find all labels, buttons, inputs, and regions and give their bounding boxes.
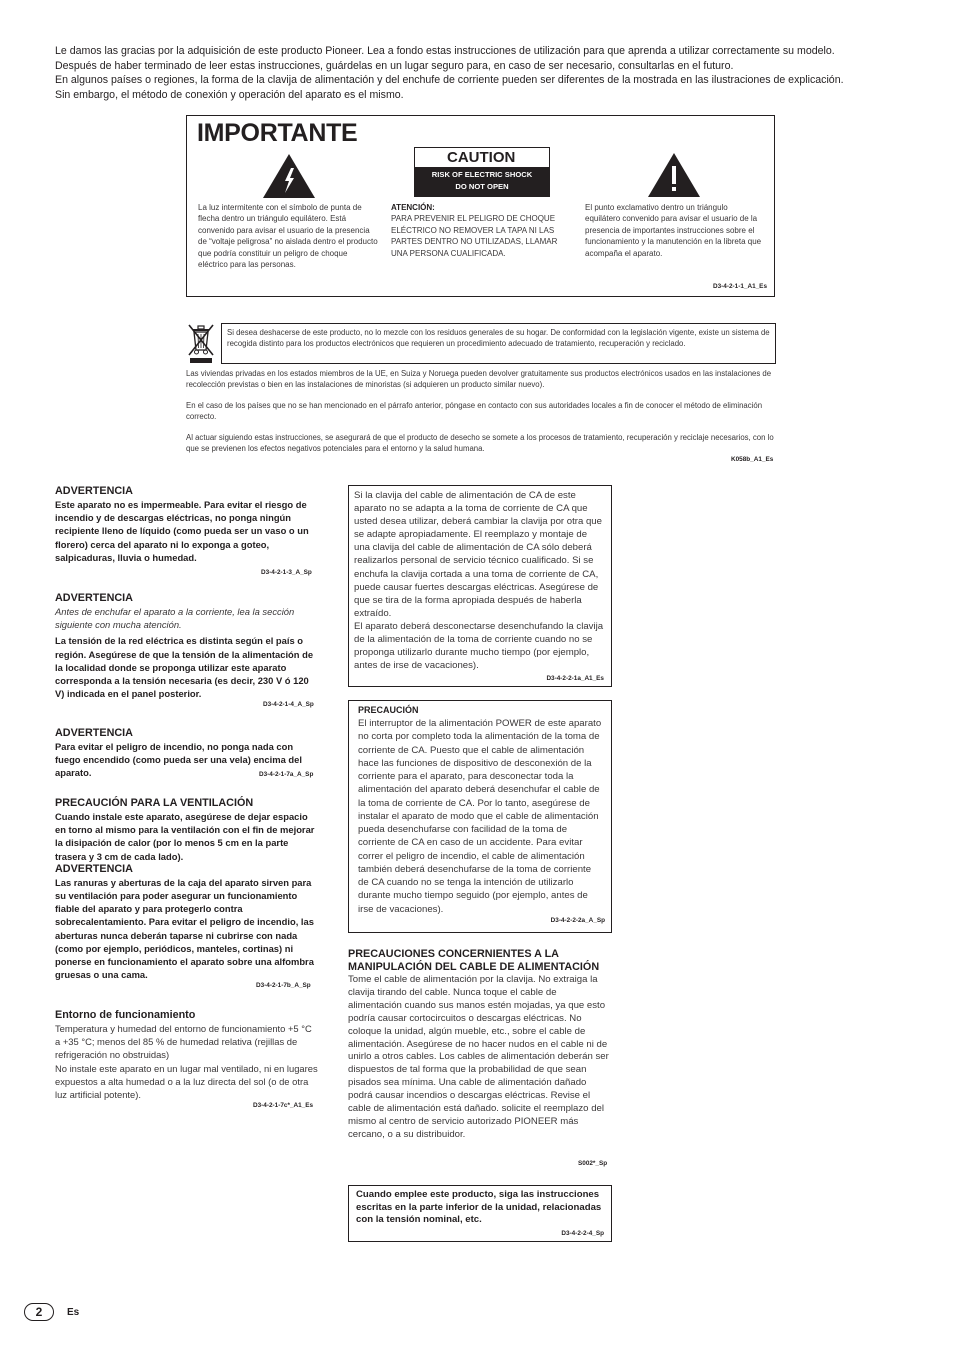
language-code: Es — [67, 1307, 80, 1318]
warning-text: Este aparato no es impermeable. Para evitar el riesgo de incendio y de descargas eléctricas, no ponga ningún recipiente lleno de líquido (como pueda ser un vaso o un florero) cerca del aparato ni lo exponga a goteo, salpicaduras, lluvia o humedad. — [55, 499, 309, 563]
italic-note: Antes de enchufar el aparato a la corriente, lea la sección siguiente con mucha atención. — [55, 606, 295, 631]
intro-line: Sin embargo, el método de conexión y operación del aparato es el mismo. — [55, 88, 404, 101]
weee-paragraph: En el caso de los países que no se han mencionado en el párrafo anterior, póngase en contacto con sus autoridades locales a fin de conocer el método de eliminación correcto. — [186, 401, 763, 421]
plug-replacement-box — [348, 485, 612, 687]
ref-code: D3-4-2-1-3_A_Sp — [261, 569, 312, 576]
caution-word: CAUTION — [447, 149, 516, 166]
weee-paragraph: Al actuar siguiendo estas instrucciones, se asegurará de que el producto de desecho se somete a los procesos de tratamiento, recuperación y reciclaje necesarios, con lo que se previenen los efectos negativos potenciales para el entorno y la salud humana. — [186, 433, 774, 453]
box-text: Cuando emplee este producto, siga las instrucciones escritas en la parte inferior de la unidad, relacionadas con la tensión nominal, etc. — [356, 1189, 602, 1226]
warning-text: Para evitar el peligro de incendio, no ponga nada con fuego encendido (como pueda ser una vela) encima del aparato. — [55, 741, 302, 779]
page-number: 2 — [24, 1303, 54, 1321]
atencion-block — [391, 202, 573, 259]
intro-line: En algunos países o regiones, la forma de la clavija de alimentación y del enchufe de corriente pueden ser diferentes de la mostrada en las ilustraciones de explicación. — [55, 74, 844, 87]
ventilation-section — [55, 797, 318, 981]
cable-handling-section — [348, 948, 612, 1142]
ref-code: D3-4-2-1-1_A1_Es — [713, 283, 767, 290]
weee-notice-box: Si desea deshacerse de este producto, no lo mezcle con los residuos generales de su hogar. De conformidad con la legislación vigente, existe un sistema de recogida distinto para los productos electrónicos que requieren un procedimiento adecuado de tratamiento, recuperación y reciclado. — [221, 323, 776, 364]
box-text: El interruptor de la alimentación POWER de este aparato no corta por completo toda la alimentación de la toma de corriente de CA. Puesto que el cable de alimentación hace las funciones de dispositivo de desconexión de la corriente para el aparato, para desconectar toda la alimentación del aparato deberá desenchufar el cable de la toma de corriente de CA. Por lo tanto, asegúrese de instalar el aparato de modo que el cable de alimentación pueda desenchufarse con facilidad de la toma de corriente de CA en caso de un accidente. Para evitar correr el peligro de incendio, el cable de alimentación también deberá desenchufarse de la toma de corriente de CA cuando no se tenga la intención de utilizarlo durante mucho tiempo seguido (por ejemplo, antes de irse de vacaciones). — [358, 718, 602, 915]
ref-code: D3-4-2-1-7a_A_Sp — [259, 771, 314, 778]
caution-subtitle — [415, 167, 549, 196]
section-heading: PRECAUCIÓN PARA LA VENTILACIÓN — [55, 797, 254, 809]
warning-text: La tensión de la red eléctrica es distinta según el país o región. Asegúrese de que la tensión de la alimentación de la localidad donde se proponga utilizar este aparato corresponda a la tensión necesaria (es decir, 230 V ó 120 V) indicada en el panel posterior. — [55, 635, 314, 700]
section-heading: ADVERTENCIA — [55, 592, 133, 604]
box-text: Si la clavija del cable de alimentación de CA de este aparato no se adapta a la toma de corriente de CA que usted desea utilizar, deberá cambiar la clavija por otra que se adapte apropiadamente. El reemplazo y montaje de una clavija del cable de alimentación de CA sólo deberá realizarlos personal de servicio técnico cualificado. Si se enchufa la clavija cortada a una toma de corriente de CA, puede causar fuertes descargas eléctricas. Asegúrese de que se tira de la forma apropiada después de haberla extraído. — [354, 490, 602, 619]
weee-paragraph: Las viviendas privadas en los estados miembros de la UE, en Suiza y Noruega pueden devolver gratuitamente sus productos electrónicos usados en las instalaciones de recolección previstas o bien en las instalaciones de minoristas (si adquieren un producto similar nuevo). — [186, 369, 772, 389]
ref-code: D3-4-2-2-4_Sp — [561, 1229, 604, 1237]
exclamation-description: El punto exclamativo dentro un triángulo equilátero convenido para avisar el usuario de la presencia de importantes instrucciones sobre el funcionamiento y la manutención en la libreta que acompaña el aparato. — [585, 203, 762, 258]
importante-box — [186, 115, 775, 297]
warning-section — [55, 592, 318, 700]
section-heading: ADVERTENCIA — [55, 862, 133, 875]
atencion-text: PARA PREVENIR EL PELIGRO DE CHOQUE ELÉCTRICO NO REMOVER LA TAPA NI LAS PARTES DENTRO NO UTILIZADAS, LLAMAR UNA PERSONA CUALIFICADA. — [391, 214, 558, 258]
crossed-bin-icon — [186, 323, 216, 365]
intro-line: Le damos las gracias por la adquisición de este producto Pioneer. Lea a fondo estas instrucciones de utilización para que aprenda a utilizar correctamente su modelo. — [55, 45, 835, 57]
exclamation-warning-icon — [648, 153, 700, 197]
atencion-heading: ATENCIÓN: — [391, 203, 435, 212]
caution-line: RISK OF ELECTRIC SHOCK — [431, 170, 533, 179]
section-heading: Entorno de funcionamiento — [55, 1009, 196, 1021]
ref-code: D3-4-2-1-7b_A_Sp — [256, 982, 311, 989]
section-heading: PRECAUCIONES CONCERNIENTES A LA MANIPULACIÓN DEL CABLE DE ALIMENTACIÓN — [348, 948, 600, 973]
caution-line: DO NOT OPEN — [455, 182, 509, 191]
intro-text — [55, 44, 915, 102]
caution-label — [414, 147, 550, 197]
ventilation-text: Cuando instale este aparato, asegúrese de dejar espacio en torno al mismo para la ventilación con el fin de mejorar la disipación de calor (por lo menos 5 cm en la parte trasera y 3 cm de cada lado). — [55, 811, 315, 862]
ref-code: S002*_Sp — [578, 1160, 608, 1167]
ref-code: K058b_A1_Es — [731, 456, 774, 463]
section-heading: ADVERTENCIA — [55, 727, 133, 739]
box-heading: PRECAUCIÓN — [358, 705, 419, 715]
environment-text: No instale este aparato en un lugar mal ventilado, ni en lugares expuestos a alta humedad o a la luz directa del sol (o de otra luz artificial potente). — [55, 1062, 318, 1101]
environment-section — [55, 1009, 318, 1101]
ref-code: D3-4-2-1-7c*_A1_Es — [253, 1102, 314, 1109]
precaution-box — [348, 700, 612, 933]
lightning-description: La luz intermitente con el símbolo de punta de flecha dentro un triángulo equilátero. Está convenido para avisar el usuario de la presencia de “voltaje peligrosa” no aislada dentro el producto que podría constituir un peligro de choque eléctrico para las personas. — [198, 203, 378, 270]
section-heading: ADVERTENCIA — [55, 485, 133, 497]
warning-text: Las ranuras y aberturas de la caja del aparato sirven para su ventilación para poder asegurar un funcionamiento fiable del aparato y para protegerlo contra sobrecalentamiento. Para evitar el peligro de incendio, las aberturas nunca deberán taparse ni cubrirse con nada (como por ejemplo, periódicos, manteles, cortinas) ni ponerse en funcionamiento el aparato sobre una alfombra gruesas o una cama. — [55, 876, 314, 981]
lightning-warning-icon — [263, 154, 315, 198]
importante-title: IMPORTANTE — [197, 119, 358, 147]
cable-text: Tome el cable de alimentación por la clavija. No extraiga la clavija tirando del cable. Nunca toque el cable de alimentación cuando sus manos estén mojadas, ya que esto podría causar cortocircuitos o descargas eléctricas. No coloque la unidad, algún mueble, etc., sobre el cable de alimentación. Asegúrese de no hacer nudos en el cable ni de unirlo a otros cables. Los cables de alimentación deberán ser dispuestos de tal forma que la probabilidad de que sean pisados sea mínima. Una cable de alimentación dañado podrá causar incendios o descargas eléctricas. Revise el cable de alimentación está dañado. solicite el reemplazo del mismo al centro de servicio autorizado PIONEER más cercano, o a su distribuidor. — [348, 974, 609, 1140]
warning-section — [55, 485, 318, 564]
intro-line: Después de haber terminado de leer estas instrucciones, guárdelas en un lugar seguro para, en caso de ser necesario, consultarlas en el futuro. — [55, 59, 734, 72]
rating-notice-box — [348, 1185, 612, 1242]
ref-code: D3-4-2-2-2a_A_Sp — [550, 916, 605, 924]
ref-code: D3-4-2-1-4_A_Sp — [263, 701, 314, 708]
box-text: El aparato deberá desconectarse desenchufando la clavija de la alimentación de la toma de corriente cuando no se proponga utilizarlo durante mucho tiempo (por ejemplo, antes de irse de vacaciones). — [354, 620, 604, 672]
ref-code: D3-4-2-2-1a_A1_Es — [546, 675, 604, 683]
environment-text: Temperatura y humedad del entorno de funcionamiento +5 °C a +35 °C; menos del 85 % de humedad relativa (rejillas de refrigeración no obstruidas) — [55, 1023, 312, 1061]
